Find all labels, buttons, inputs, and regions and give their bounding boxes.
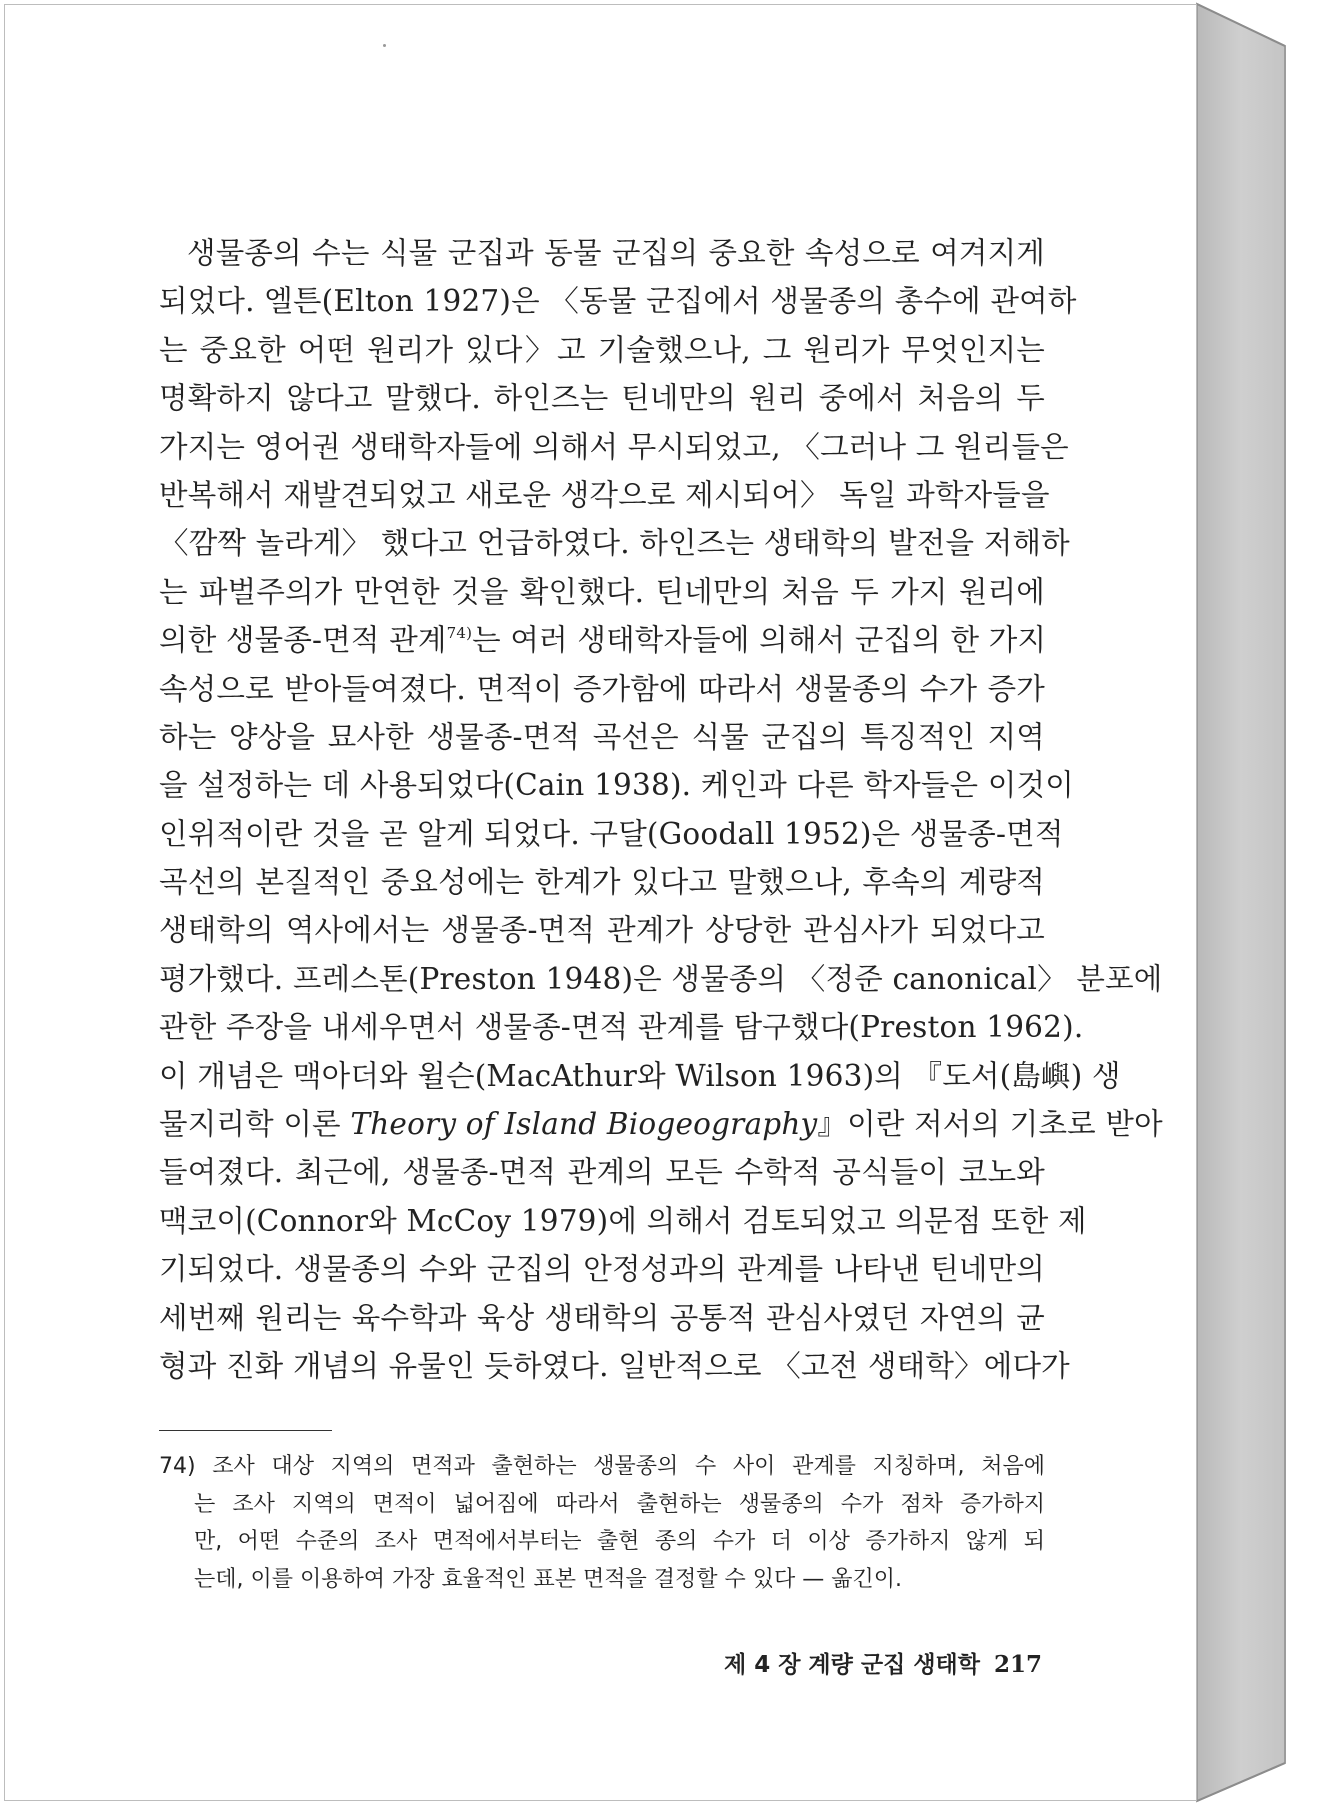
- body-line: 관한 주장을 내세우면서 생물종-면적 관계를 탐구했다(Preston 1962).: [159, 1010, 1084, 1045]
- line-text: 는 여러 생태학자들에 의해서 군집의 한 가지: [472, 623, 1047, 658]
- body-line: 되었다. 엘튼(Elton 1927)은 〈동물 군집에서 생물종의 총수에 관여하: [159, 284, 1077, 319]
- footnote-line: 는 조사 지역의 면적이 넓어짐에 따라서 출현하는 생물종의 수가 점차 증가하지: [194, 1491, 1045, 1517]
- chapter-title: 제 4 장 계량 군집 생태학: [723, 1652, 980, 1678]
- book-side-face: [1197, 4, 1285, 1801]
- body-line: 생태학의 역사에서는 생물종-면적 관계가 상당한 관심사가 되었다고: [159, 913, 1045, 948]
- footnote-line: 는데, 이를 이용하여 가장 효율적인 표본 면적을 결정할 수 있다 — 옮긴이.: [194, 1566, 902, 1592]
- footnote-line: 74) 조사 대상 지역의 면적과 출현하는 생물종의 수 사이 관계를 지칭하며, 처음에: [159, 1454, 1045, 1479]
- body-line: 맥코이(Connor와 McCoy 1979)에 의해서 검토되었고 의문점 또한 제: [159, 1203, 1087, 1238]
- body-line: 평가했다. 프레스톤(Preston 1948)은 생물종의 〈정준 canonical〉 분포에: [159, 961, 1163, 996]
- footnote: [159, 1448, 1045, 1598]
- body-line: 반복해서 재발견되었고 새로운 생각으로 제시되어〉 독일 과학자들을: [159, 477, 1050, 512]
- body-line: 곡선의 본질적인 중요성에는 한계가 있다고 말했으나, 후속의 계량적: [159, 865, 1045, 900]
- line-text: 물지리학 이론: [159, 1107, 351, 1142]
- body-line-with-book-title: [159, 1100, 1163, 1148]
- page-speck: [383, 44, 386, 47]
- body-line: 〈깜짝 놀라게〉 했다고 언급하였다. 하인즈는 생태학의 발전을 저해하: [159, 526, 1070, 561]
- footnote-reference[interactable]: 74): [446, 624, 473, 643]
- body-line: 명확하지 않다고 말했다. 하인즈는 틴네만의 원리 중에서 처음의 두: [159, 381, 1045, 416]
- page-number: 217: [993, 1651, 1042, 1678]
- body-line: 기되었다. 생물종의 수와 군집의 안정성과의 관계를 나타낸 틴네만의: [159, 1252, 1045, 1287]
- body-line: 생물종의 수는 식물 군집과 동물 군집의 중요한 속성으로 여겨지게: [187, 236, 1045, 270]
- body-line: 속성으로 받아들여졌다. 면적이 증가함에 따라서 생물종의 수가 증가: [159, 671, 1045, 706]
- body-line: 세번째 원리는 육수학과 육상 생태학의 공통적 관심사였던 자연의 균: [159, 1300, 1045, 1335]
- body-line: 인위적이란 것을 곧 알게 되었다. 구달(Goodall 1952)은 생물종-면적: [159, 816, 1064, 851]
- body-line: 을 설정하는 데 사용되었다(Cain 1938). 케인과 다른 학자들은 이것이: [159, 768, 1074, 803]
- book-title-italic: Theory of Island Biogeography: [350, 1107, 818, 1142]
- footnote-divider: [159, 1430, 332, 1431]
- body-line: 는 파벌주의가 만연한 것을 확인했다. 틴네만의 처음 두 가지 원리에: [159, 574, 1045, 609]
- body-line: 들여졌다. 최근에, 생물종-면적 관계의 모든 수학적 공식들이 코노와: [159, 1155, 1045, 1190]
- body-line: 가지는 영어권 생태학자들에 의해서 무시되었고, 〈그러나 그 원리들은: [159, 429, 1069, 464]
- body-line-with-footnote-ref: [159, 616, 1045, 664]
- line-text: 』이란 저서의 기초로 받아: [817, 1107, 1163, 1142]
- body-line: 는 중요한 어떤 원리가 있다〉고 기술했으나, 그 원리가 무엇인지는: [159, 332, 1045, 367]
- body-text: [159, 229, 1163, 1390]
- footnote-line: 만, 어떤 수준의 조사 면적에서부터는 출현 종의 수가 더 이상 증가하지 않게 되: [194, 1529, 1045, 1554]
- body-line: 하는 양상을 묘사한 생물종-면적 곡선은 식물 군집의 특징적인 지역: [159, 719, 1045, 754]
- line-text: 의한 생물종-면적 관계: [159, 623, 447, 658]
- body-line: 형과 진화 개념의 유물인 듯하였다. 일반적으로 〈고전 생태학〉에다가: [159, 1348, 1070, 1383]
- running-footer: [724, 1646, 1042, 1679]
- body-line: 이 개념은 맥아더와 윌슨(MacAthur와 Wilson 1963)의 『도서(島嶼) 생: [159, 1058, 1121, 1093]
